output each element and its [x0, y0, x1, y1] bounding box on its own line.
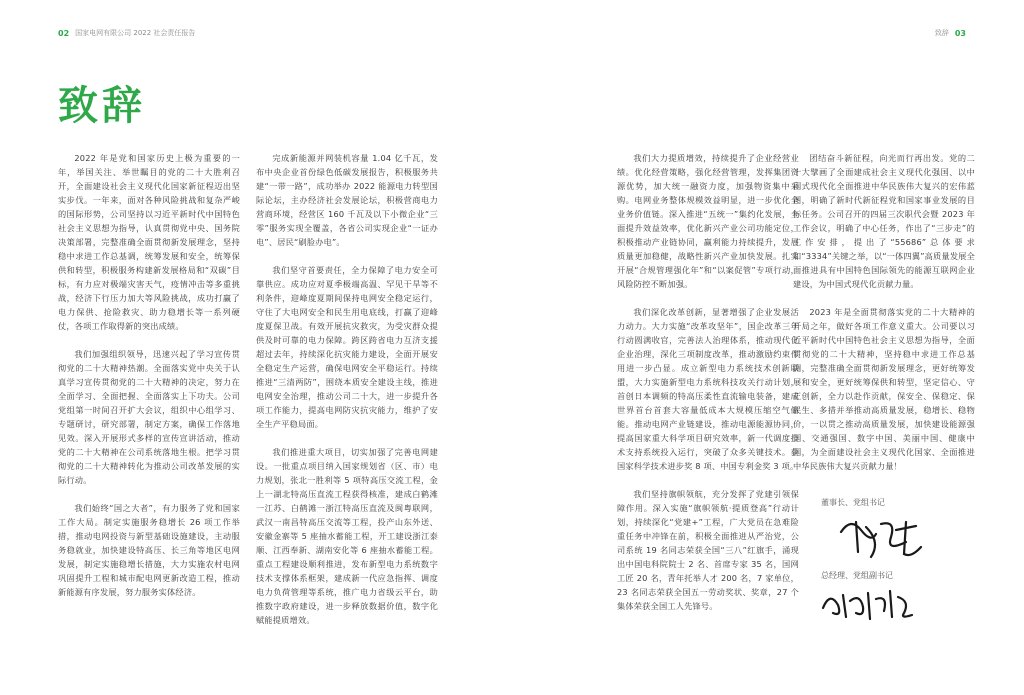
section-name: 致辞 — [934, 29, 949, 37]
column-2 — [256, 151, 438, 641]
page-title: 致辞 — [58, 83, 146, 129]
paragraph: 团结奋斗新征程，向光而行再出发。党的二十大擘画了全面建成社会主义现代化强国、以中国式现代化全面推进中华民族伟大复兴的宏伟蓝图，明确了新时代新征程党和国家事业发展的目标任务。公司召开的四届三次职代会暨 2023 年工作会议，明确了中心任务，作出了“三步走”的工作安排，提出了“55686”总体要求和“3334”关键之举，以“一体四翼”高质量发展全面推进具有中国特色国际领先的能源互联网企业建设，为中国式现代化贡献力量。 — [793, 153, 975, 289]
page-number-right: 03 — [954, 28, 966, 38]
header-right — [935, 28, 966, 38]
paragraph: 我们推进重大项目，切实加强了完善电网建设。一批重点项目纳入国家规划省（区、市）电力规划，张北一胜利等 5 项特高压交流工程，金上一湖北特高压直流工程获得核准，建成白鹤滩一江苏、白鹤滩一浙江特高压直流及闽粤联网，武汉一南昌特高压交流等工程，投产山东外送、安徽金寨等 5 座抽水蓄能工程，开工建设浙江泰顺、江西奉新、湖南安化等 6 座抽水蓄能工程。重点工程建设顺利推进，发布新型电力系统数字技术支撑体系框架，建成新一代应急指挥、调度电力负荷管理等系统，推广电力省级云平台，助推数字政府建设，进一步释放数据价值，数字化赋能提质增效。 — [256, 447, 438, 625]
column-1 — [58, 151, 240, 613]
paragraph: 我们大力提质增效，持续提升了企业经营业绩。优化经营策略，强化经营管理，发挥集团资源优势，加大统一融资力度，加强物资集中采购。电网业务整体规模效益明显，进一步优化全业务价值链。深入推进“五统一”集约化发展，全面提升效益效率，优化新兴产业公司功能定位，积极推动产业链协同，赢利能力持续提升，发展质量更加稳健，战略性新兴产业加快发展。扎实开展“合规管理强化年”和“以案促管”专项行动，风险防控不断加强。 — [617, 153, 799, 289]
paragraph: 完成新能源并网装机容量 1.04 亿千瓦，发布中央企业首份绿色低碳发展报告，积极服务共建“一带一路”，成功举办 2022 能源电力转型国际论坛，主办经济社会发展论坛，积极营商电力营商环境，经营区 160 千瓦及以下小微企业“三零”服务实现全覆盖，各省公司实现企业“一证办电”、居民“刷脸办电”。 — [256, 153, 438, 247]
signature-role-president: 总经理、党组副书记 — [821, 571, 893, 580]
paragraph: 我们加强组织领导，迅速兴起了学习宣传贯彻党的二十大精神热潮。全面落实党中央关于认真学习宣传贯彻党的二十大精神的决定，努力在全面学习、全面把握、全面落实上下功夫。公司党组第一时间召开扩大会议，组织中心组学习、专题研讨，研究部署，制定方案，确保工作落地见效。深入开展形式多样的宣传宣讲活动，推动党的二十大精神在公司系统落地生根。把学习贯彻党的二十大精神转化为推动公司改革发展的实际行动。 — [58, 349, 240, 485]
signature-role-chairman: 董事长、党组书记 — [821, 498, 885, 507]
paragraph: 2023 年是全面贯彻落实党的二十大精神的开局之年，做好各项工作意义重大。公司要以习近平新时代中国特色社会主义思想为指导，全面贯彻党的二十大精神，坚持稳中求进工作总基调，完整准确全面贯彻新发展理念，更好统筹发展和安全，更好统筹保供和转型，坚定信心、守正创新，全力以赴作贡献，保安全、保稳定、保民生、多措并举推动高质量发展，稳增长、稳物价，一以贯之推动高质量发展，加快建设能源强国、交通强国、数字中国、美丽中国、健康中国，为全面建设社会主义现代化国家、全面推进中华民族伟大复兴贡献力量！ — [793, 307, 975, 471]
paragraph: 我们坚持旗帜领航，充分发挥了党建引领保障作用。深入实施“旗帜领航·提质登高”行动计划，持续深化“党建+”工程，广大党员在急难险重任务中冲锋在前，积极全面推进从严治党，公司系统 19 名同志荣获全国“三八”红旗手，涌现出中国电科院院士 2 名、首席专家 35 名，国网工匠 20 名，青年托举人才 200 名，7 家单位，23 名同志荣获全国五一劳动奖状、奖章，27 个集体荣获全国工人先锋号。 — [617, 489, 799, 611]
header-left — [58, 28, 195, 38]
paragraph: 我们始终“国之大者”，有力服务了党和国家工作大局。制定实施服务稳增长 26 项工作举措，推动电网投资与新型基础设施建设，主动服务稳就业，加快建设特高压、长三角等地区电网发展，制定实施稳增长措施，大力实施农村电网巩固提升工程和城市配电网更新改造工程，推动新能源有序发展，努力服务实体经济。 — [58, 503, 240, 597]
column-4 — [793, 151, 975, 487]
paragraph: 我们坚守首要责任，全力保障了电力安全可靠供应。成功应对夏季极端高温、罕见干旱等不利条件，迎峰度夏期间保持电网安全稳定运行，守住了大电网安全和民生用电底线，打赢了迎峰度夏保卫战。有效开展抗灾救灾，为受灾群众提供及时可靠的电力保障。跨区跨省电力互济支援超过去年，持续深化抗灾能力建设，全面开展安全稳定生产运营，确保电网安全平稳运行。持续推进“三清两防”，围绕本质安全建设主线，推进电网安全治理，推动公司二十大，进一步提升各项工作能力，提高电网防灾抗灾能力，维护了安全生产平稳局面。 — [256, 265, 438, 429]
page-number-left: 02 — [58, 28, 70, 38]
paragraph: 我们深化改革创新，显著增强了企业发展活力动力。大力实施“改革攻坚年”，国企改革三年行动圆满收官，完善法人治理体系，推动现代化企业治理，深化三项制度改革，推动激励约束作用进一步凸显。成立新型电力系统技术创新联盟，大力实施新型电力系统科技攻关行动计划，首创日本调频的特高压柔性直流输电装备，建成世界首台首套大容量低成本大规模压缩空气储能。推动电网产业链建设，推动电源能源协同，提高国家重大科学项目研究效率，新一代调度技术支持系统投入运行，突破了众多关键技术。获国家科学技术进步奖 8 项、中国专利金奖 3 项。 — [617, 307, 799, 471]
column-3 — [617, 151, 799, 627]
signature-chairman-image — [836, 512, 926, 562]
signature-president-image — [818, 583, 918, 623]
paragraph: 2022 年是党和国家历史上极为重要的一年，举国关注、举世瞩目的党的二十大胜利召开，全面建设社会主义现代化国家新征程迈出坚实步伐。一年来，面对各种风险挑战和复杂严峻的国际形势，公司坚持以习近平新时代中国特色社会主义思想为指导，认真贯彻党中央、国务院决策部署，完整准确全面贯彻新发展理念，坚持稳中求进工作总基调，统筹发展和安全，统筹保供和转型，积极服务构建新发展格局和“双碳”目标，有力应对极端灾害天气，疫情冲击等多重挑战，经济下行压力加大等风险挑战，成功打赢了电力保供、抢险救灾、助力稳增长等一系列硬仗，各项工作取得新的突出成绩。 — [58, 153, 240, 331]
report-title: 国家电网有限公司 2022 社会责任报告 — [75, 29, 196, 37]
